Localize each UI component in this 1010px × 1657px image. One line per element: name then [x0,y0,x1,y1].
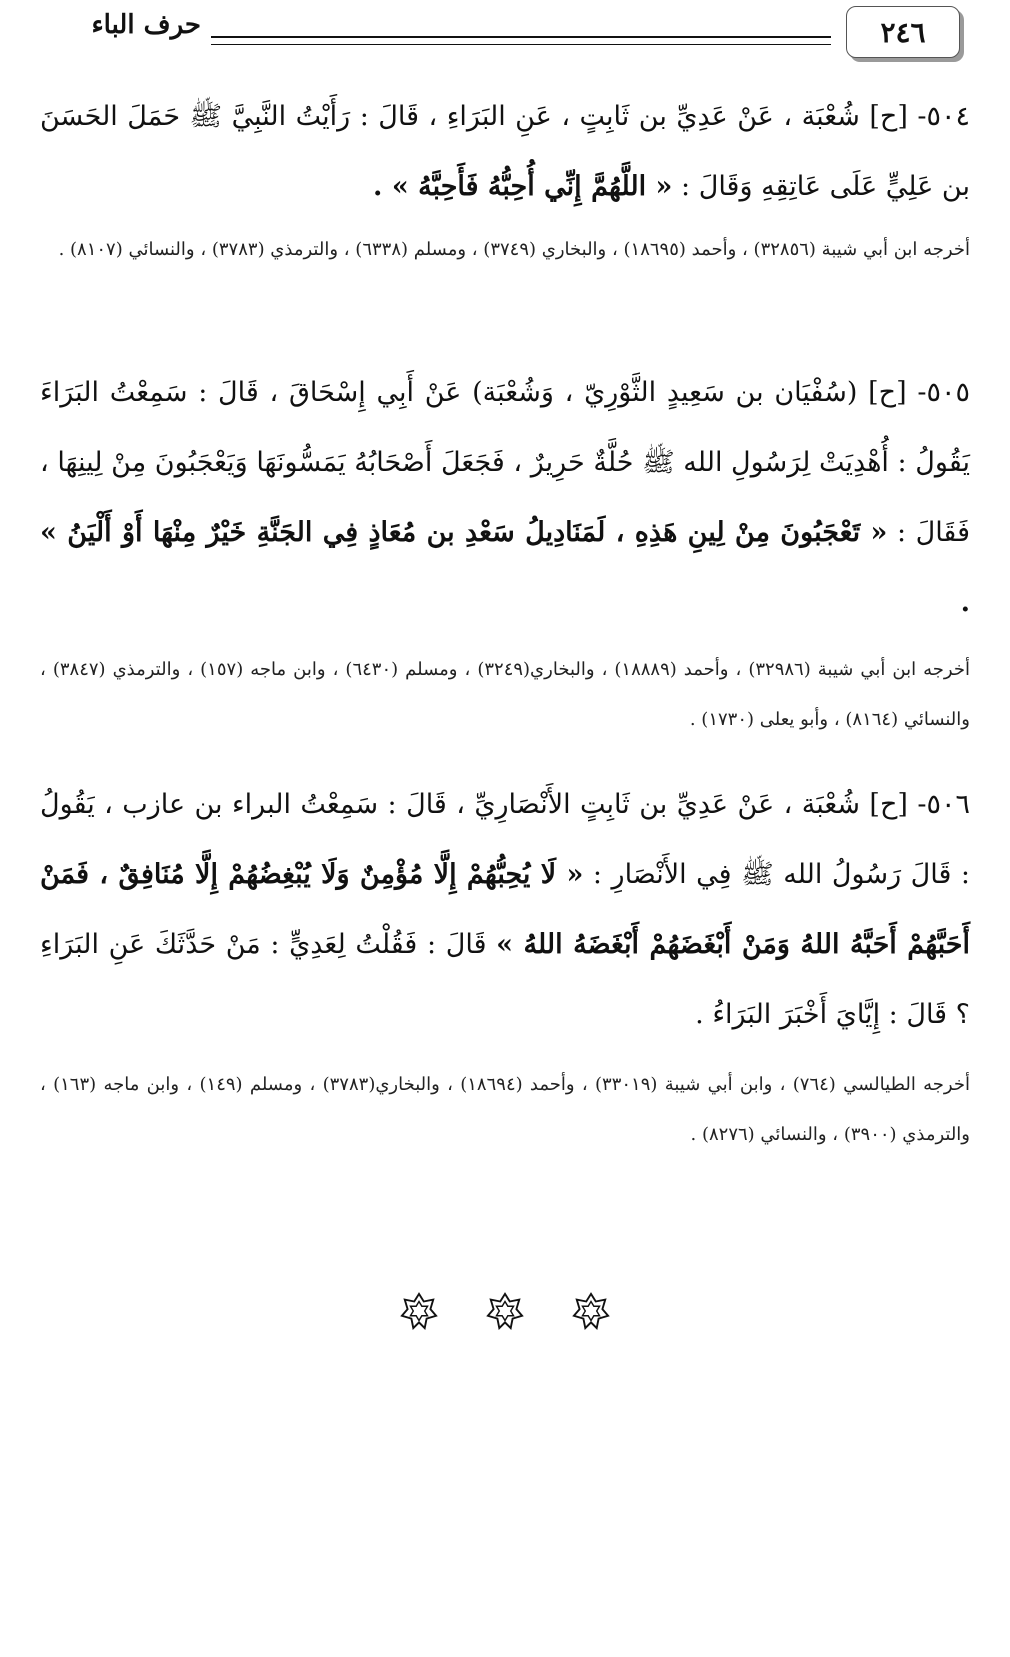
hadith-number: ٥٠٦- [917,789,970,820]
page-header [36,6,966,66]
hadith-after-text: قَالَ : فَقُلْتُ لِعَدِيٍّ : مَنْ حَدَّثَكَ عَنِ البَرَاءِ ؟ قَالَ : إِيَّايَ أَخْبَرَ البَرَاءُ . [40,929,970,1030]
hadith-quote: « اللَّهُمَّ إِنِّي أُحِبُّهُ فَأَحِبَّهُ » . [373,171,673,202]
hadith-505 [40,358,970,638]
hadith-number: ٥٠٥- [917,377,970,408]
page-number: ٢٤٦ [846,6,960,58]
hadith-504 [40,82,970,222]
hadith-505-takhrij: أخرجه ابن أبي شيبة (٣٢٩٨٦) ، وأحمد (١٨٨٨٩) ، والبخاري(٣٢٤٩) ، ومسلم (٦٤٣٠) ، وابن ماجه (١٥٧) ، والترمذي (٣٨٤٧) ، والنسائي (٨١٦٤) ، وأبو يعلى (١٧٣٠) . [40,659,970,730]
running-title: حرف الباء [91,10,201,40]
hadith-504-takhrij: أخرجه ابن أبي شيبة (٣٢٨٥٦) ، وأحمد (١٨٦٩٥) ، والبخاري (٣٧٤٩) ، ومسلم (٦٣٣٨) ، والترمذي (٣٧٨٣) ، والنسائي (٨١٠٧) . [58,239,970,260]
star-ornament-icon [486,1292,524,1330]
hadith-quote: « تَعْجَبُونَ مِنْ لِينِ هَذِهِ ، لَمَنَادِيلُ سَعْدِ بن مُعَاذٍ فِي الجَنَّةِ خَيْرٌ مِنْهَا أَوْ أَلْيَنُ » . [40,517,970,618]
hadith-text: [ح] شُعْبَة ، عَنْ عَدِيِّ بن ثَابِتٍ الأَنْصَارِيِّ ، قَالَ : سَمِعْتُ البراء بن عازب ، يَقُولُ : قَالَ رَسُولُ الله ﷺ فِي الأَنْصَارِ : [40,789,970,890]
section-end-ornaments [0,1292,1010,1342]
star-ornament-icon [572,1292,610,1330]
hadith-number: ٥٠٤- [917,101,970,132]
hadith-506 [40,770,970,1050]
hadith-text: [ح] (سُفْيَان بن سَعِيدٍ الثَّوْرِيّ ، وَشُعْبَة) عَنْ أَبِي إِسْحَاقَ ، قَالَ : سَمِعْتُ البَرَاءَ يَقُولُ : أُهْدِيَتْ لِرَسُولِ الله ﷺ حُلَّةٌ حَرِيرٌ ، فَجَعَلَ أَصْحَابُهُ يَمَسُّونَهَا وَيَعْجَبُونَ مِنْ لِينِهَا ، فَقَالَ : [40,377,970,548]
hadith-506-takhrij: أخرجه الطيالسي (٧٦٤) ، وابن أبي شيبة (٣٣٠١٩) ، وأحمد (١٨٦٩٤) ، والبخاري(٣٧٨٣) ، ومسلم (١٤٩) ، وابن ماجه (١٦٣) ، والترمذي (٣٩٠٠) ، والنسائي (٨٢٧٦) . [40,1074,970,1145]
hadith-quote: « لَا يُحِبُّهُمْ إِلَّا مُؤْمِنٌ وَلَا يُبْغِضُهُمْ إِلَّا مُنَافِقٌ ، فَمَنْ أَحَبَّهُمْ أَحَبَّهُ اللهُ وَمَنْ أَبْغَضَهُمْ أَبْغَضَهُ اللهُ » [40,859,970,960]
star-ornament-icon [400,1292,438,1330]
hadith-text: [ح] شُعْبَة ، عَنْ عَدِيِّ بن ثَابِتٍ ، عَنِ البَرَاءِ ، قَالَ : رَأَيْتُ النَّبِيَّ ﷺ حَمَلَ الحَسَنَ بن عَلِيٍّ عَلَى عَاتِقِهِ وَقَالَ : [40,101,970,202]
header-rule [211,36,831,45]
